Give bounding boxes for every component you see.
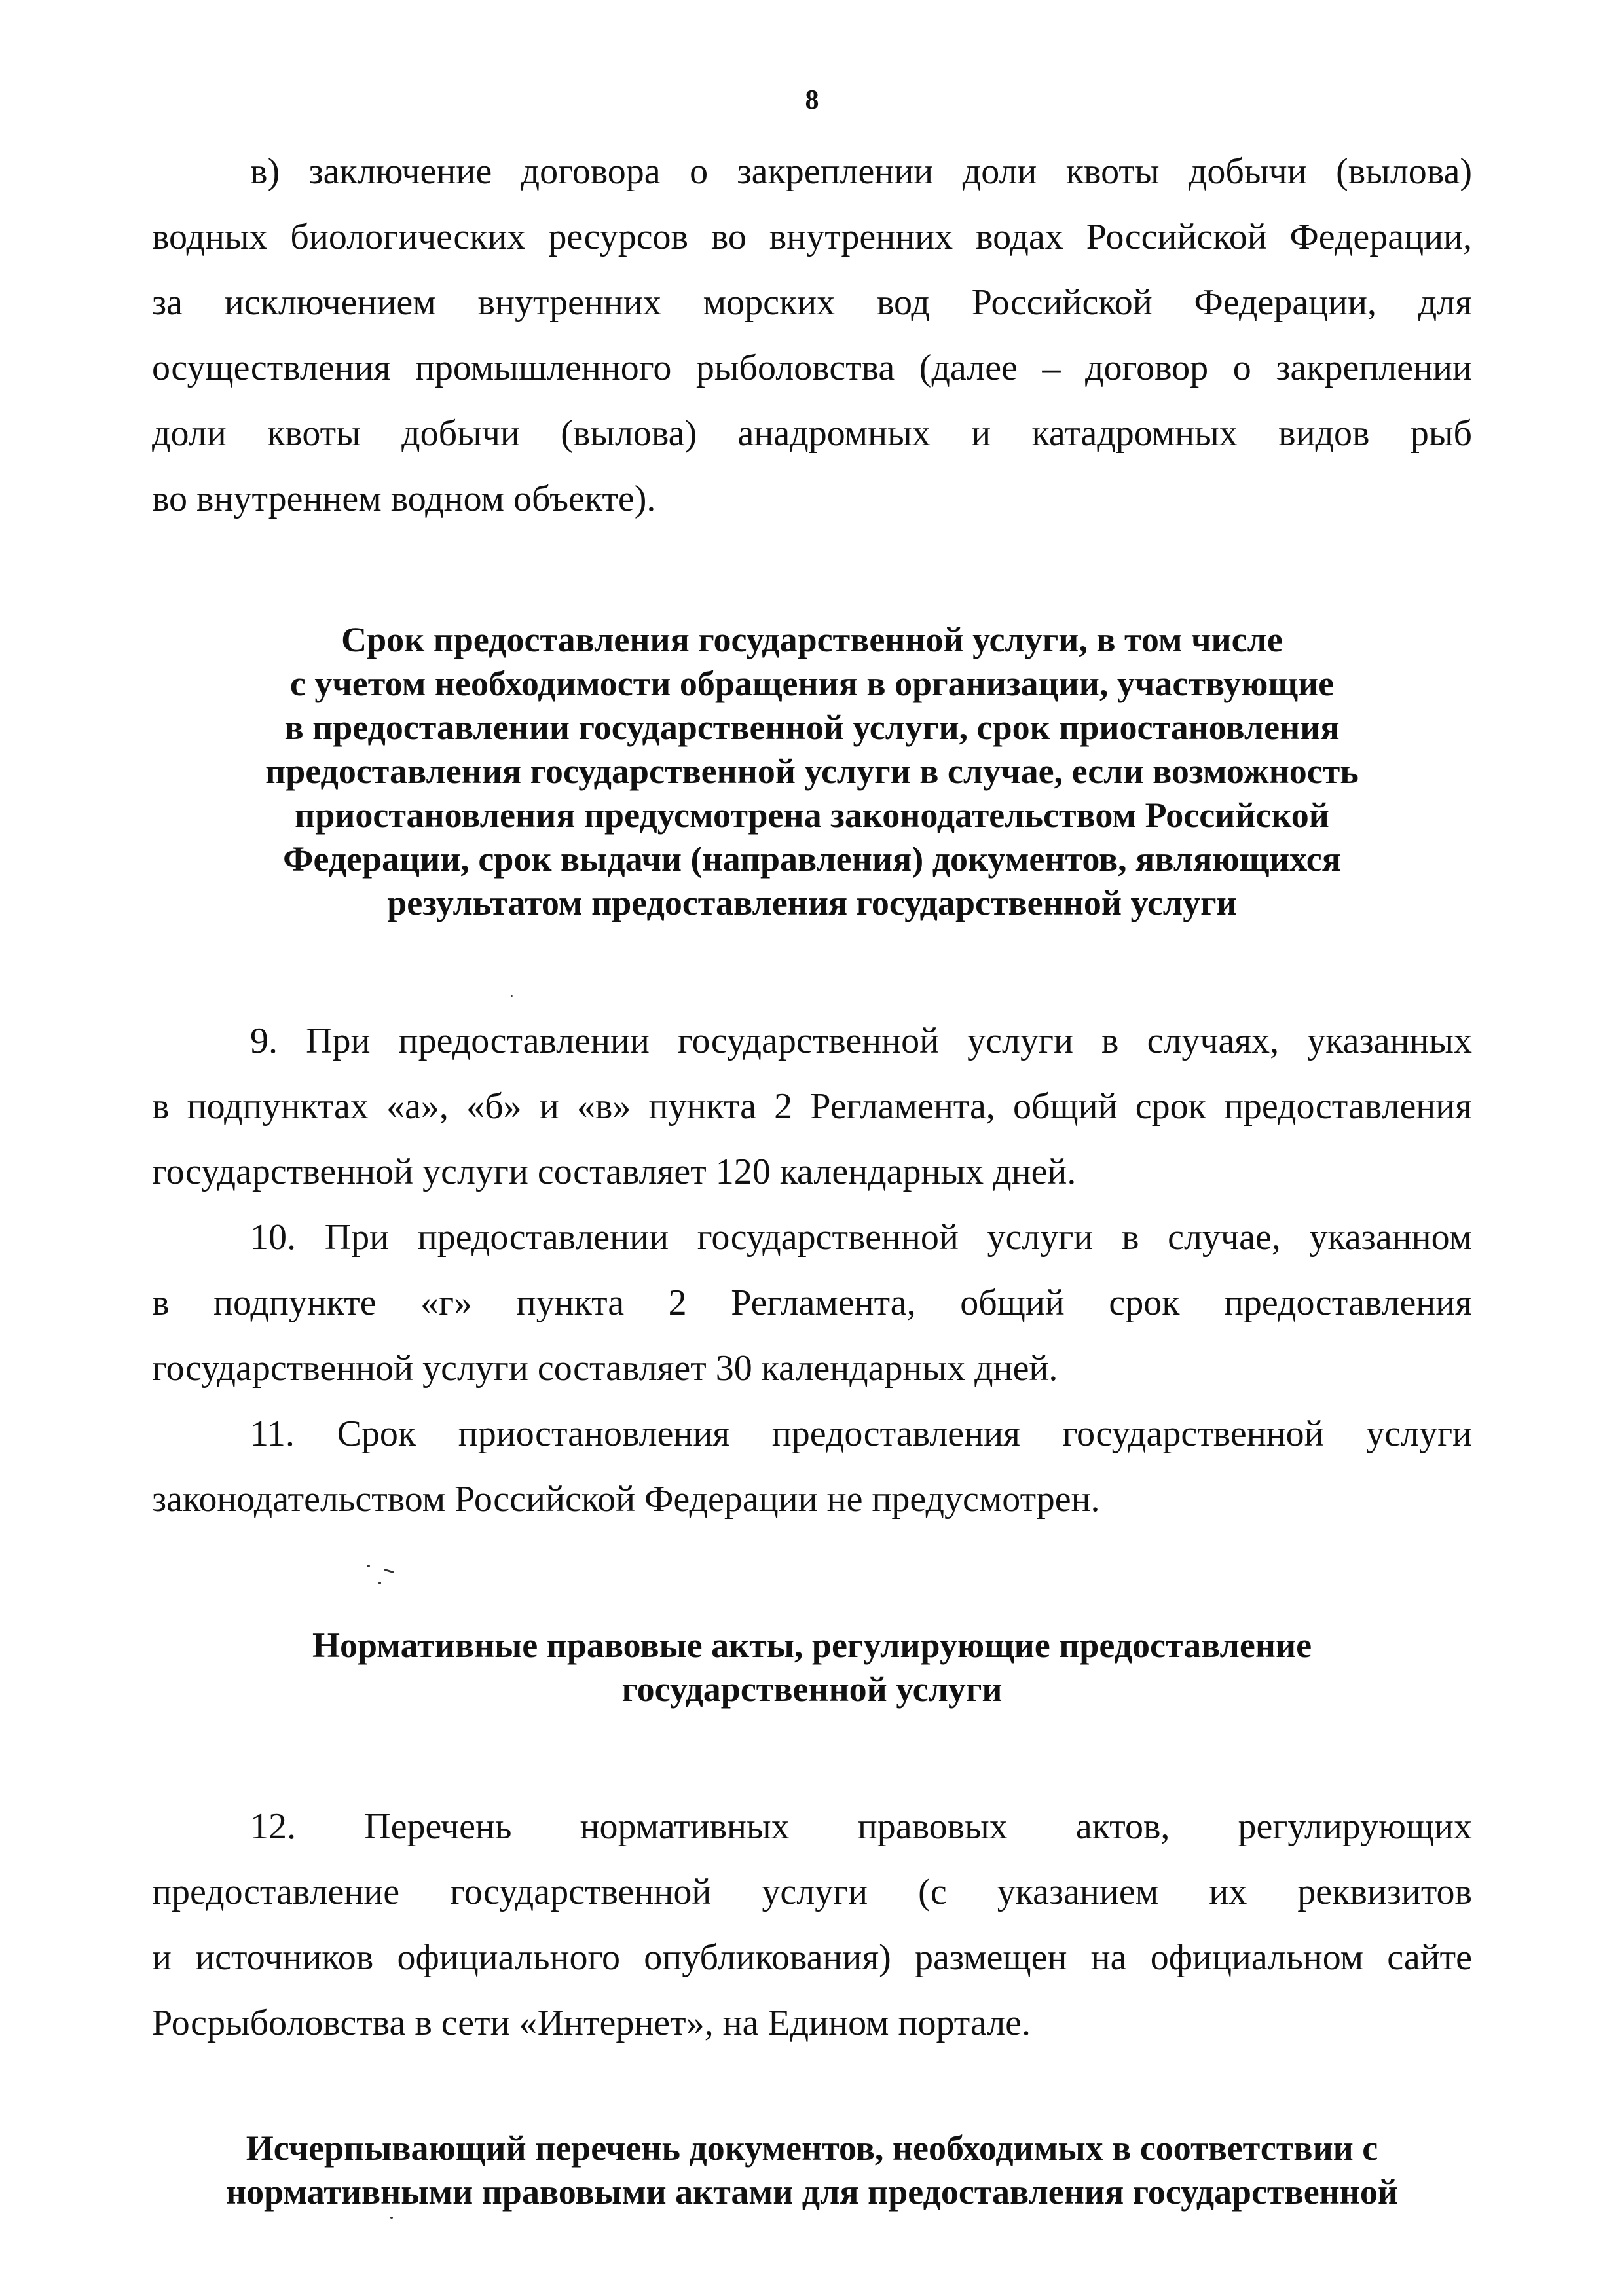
scan-speck <box>390 2217 393 2219</box>
heading-line: с учетом необходимости обращения в организации, участвующие <box>289 664 1335 703</box>
text-line: государственной услуги составляет 30 календарных дней. <box>152 1348 1058 1389</box>
heading-line: Федерации, срок выдачи (направления) документов, являющихся <box>283 839 1341 879</box>
heading-line: результатом предоставления государственной услуги <box>387 883 1237 922</box>
page-number: 8 <box>805 85 819 115</box>
heading-line: Исчерпывающий перечень документов, необходимых в соответствии с <box>246 2128 1378 2168</box>
section-heading-normative-acts <box>152 1624 1472 1711</box>
scan-speck <box>384 1569 394 1574</box>
text-line: 11. Срок приостановления предоставления государственной услуги <box>250 1413 1472 1454</box>
heading-line: нормативными правовыми актами для предоставления государственной <box>225 2172 1398 2212</box>
text-line: и источников официального опубликования) размещен на официальном сайте <box>152 1937 1472 1978</box>
text-line: Росрыболовства в сети «Интернет», на Едином портале. <box>152 2003 1031 2043</box>
paragraph-12 <box>152 1794 1472 2056</box>
heading-line: в предоставлении государственной услуги, срок приостановления <box>284 708 1340 747</box>
scan-speck <box>367 1565 370 1567</box>
text-line: 12. Перечень нормативных правовых актов, регулирующих <box>250 1806 1472 1847</box>
heading-line: государственной услуги <box>621 1669 1003 1709</box>
heading-line: предоставления государственной услуги в случае, если возможность <box>265 752 1359 791</box>
heading-line: приостановления предусмотрена законодательством Российской <box>295 795 1329 835</box>
paragraph-11 <box>152 1401 1472 1532</box>
text-line: 10. При предоставлении государственной услуги в случае, указанном <box>250 1217 1472 1258</box>
paragraph-10 <box>152 1205 1472 1401</box>
text-line: доли квоты добычи (вылова) анадромных и катадромных видов рыб <box>152 413 1472 454</box>
text-line: 9. При предоставлении государственной услуги в случаях, указанных <box>250 1021 1472 1061</box>
text-line: во внутреннем водном объекте). <box>152 479 656 519</box>
text-line: в подпунктах «а», «б» и «в» пункта 2 Регламента, общий срок предоставления <box>152 1086 1472 1127</box>
text-line: водных биологических ресурсов во внутренних водах Российской Федерации, <box>152 217 1472 257</box>
text-line: законодательством Российской Федерации не предусмотрен. <box>152 1479 1100 1520</box>
section-heading-documents <box>152 2126 1472 2214</box>
paragraph-v <box>152 139 1472 532</box>
text-line: осуществления промышленного рыболовства (далее – договор о закреплении <box>152 348 1472 388</box>
text-line: предоставление государственной услуги (с указанием их реквизитов <box>152 1872 1472 1912</box>
text-line: государственной услуги составляет 120 календарных дней. <box>152 1152 1077 1192</box>
heading-line: Нормативные правовые акты, регулирующие предоставление <box>312 1626 1312 1665</box>
text-line: за исключением внутренних морских вод Российской Федерации, для <box>152 282 1472 323</box>
scan-speck <box>378 1582 381 1584</box>
section-heading-term <box>152 618 1472 925</box>
heading-line: Срок предоставления государственной услуги, в том числе <box>341 620 1283 659</box>
text-line: в подпункте «г» пункта 2 Регламента, общий срок предоставления <box>152 1283 1472 1323</box>
text-line: в) заключение договора о закреплении доли квоты добычи (вылова) <box>250 151 1472 192</box>
scan-speck <box>511 995 513 997</box>
paragraph-9 <box>152 1008 1472 1205</box>
